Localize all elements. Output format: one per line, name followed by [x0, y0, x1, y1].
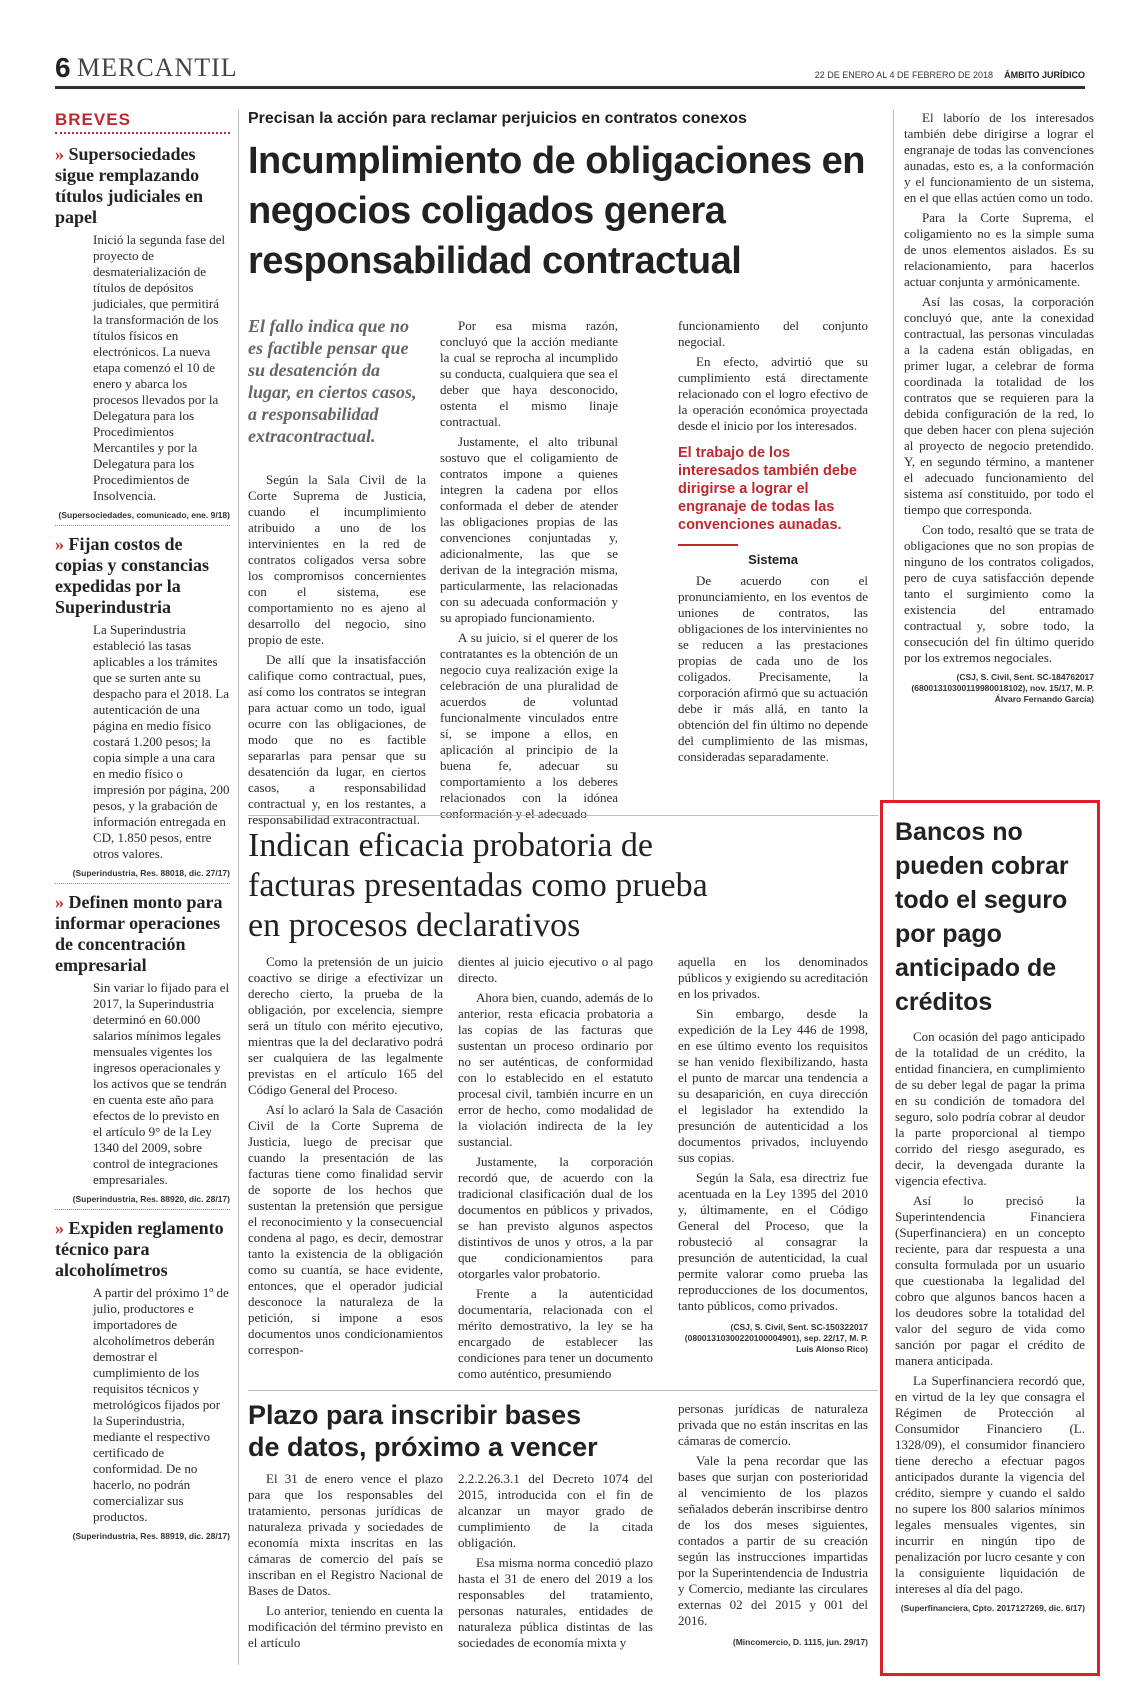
- double-chevron-icon: »: [55, 1218, 64, 1238]
- article-column: aquella en los denominados públicos y exigiendo su acreditación en los privados. Sin embargo, desde la expedición de la Ley 446 de 1998, en ese último evento los requisitos se han venido flexibilizando, hasta el punto de marcar una tendencia a su desaparición, en cuya dirección el legislador ha extendido la presunción de autenticidad a los documentos privados, incluyendo sus copias. Según la Sala, esa directriz fue acentuada en la Ley 1395 del 2010 y, últimamente, en el Código General del Proceso, que la robusteció al consagrar la presunción de autenticidad, la cual permite valorar como prueba las reproducciones de los documentos, tanto públicos, como privados. (CSJ, S. Civil, Sent. SC-150322017 (08001310300220100004901), sep. 22/17, M. P. Luis Alonso Rico): [678, 954, 868, 1354]
- article-main: [248, 110, 878, 827]
- article-column: 2.2.2.26.3.1 del Decreto 1074 del 2015, introducida con el fin de alcanzar un mayor grado de cumplimiento de la citada obligación. Esa misma norma concedió plazo hasta el 31 de enero del 2019 a los responsables del tratamiento, personas naturales, entidades de naturaleza pública distintas de las sociedades de economía mixta y: [458, 1471, 653, 1650]
- article-source: (CSJ, S. Civil, Sent. SC-150322017 (08001310300220100004901), sep. 22/17, M. P. Luis Alonso Rico): [684, 1322, 868, 1354]
- breve-source: (Superindustria, Res. 88919, dic. 28/17): [72, 1531, 230, 1541]
- breve-source: (Superindustria, Res. 88920, dic. 28/17): [72, 1194, 230, 1204]
- double-chevron-icon: »: [55, 144, 64, 164]
- quote-divider: [678, 544, 738, 546]
- article-column: Por esa misma razón, concluyó que la acción mediante la cual se reprocha al incumplido su conducta, cualquiera que sea el deber que haya desconocido, ostenta el mismo linaje contractual. Justamente, el alto tribunal sostuvo que el coligamiento de contratos impone a quienes integren la cadena por ellos conformada el deber de atender las obligaciones propias de las convenciones conjuntadas y, adicionalmente, las que se derivan de la integración misma, particularmente, las relacionadas con su adecuada conformación y su apropiado funcionamiento. A su juicio, si el querer de los contratantes es la obtención de un negocio cuya realización exige la celebración de una pluralidad de acuerdos de voluntad funcionalmente vinculados entre sí, se impone a ellos, en aplicación al principio de la buena fe, adecuar su comportamiento a los deberes relacionados con la idónea conformación y el adecuado: [440, 318, 618, 821]
- breve-item: [55, 534, 230, 884]
- article-bases-datos: [248, 1390, 878, 1666]
- breve-item: [55, 892, 230, 1210]
- double-chevron-icon: »: [55, 892, 64, 912]
- article-source: (Superfinanciera, Cpto. 2017127269, dic. 6/17): [900, 1603, 1085, 1613]
- article-headline: Bancos no pueden cobrar todo el seguro por pago anticipado de créditos: [895, 818, 1069, 1016]
- divider: [55, 525, 230, 526]
- article-headline: Indican eficacia probatoria de facturas presentadas como prueba en procesos declarativos: [248, 827, 708, 944]
- page-header: [55, 52, 1085, 89]
- breve-item: [55, 144, 230, 526]
- pull-quote: El fallo indica que no es factible pensar que su desatención da lugar, en ciertos casos, a responsabilidad extracontractual.: [248, 316, 417, 446]
- article-headline: Incumplimiento de obligaciones en negocios coligados genera responsabilidad contractual: [248, 140, 865, 282]
- article-headline: Plazo para inscribir bases de datos, próximo a vencer: [248, 1400, 598, 1462]
- divider: [55, 883, 230, 884]
- breve-body: La Superindustria estableció las tasas aplicables a los trámites que se surten ante su despacho para el 2018. La autenticación de una página en medio físico costará 1.200 pesos; la copia simple a una cara en medio físico o impresión por página, 200 pesos, y la grabación de información entregada en CD, 1.850 pesos, entre otros valores.: [93, 622, 230, 861]
- article-kicker: Precisan la acción para reclamar perjuicios en contratos conexos: [248, 110, 747, 127]
- highlight-quote: El trabajo de los interesados también debe dirigirse a lograr el engranaje de todas las convenciones aunadas.: [678, 445, 857, 533]
- breve-body: Inició la segunda fase del proyecto de desmaterialización de títulos de depósitos judiciales, que permitirá la transformación de los títulos físicos en electrónicos. La nueva etapa comenzó el 10 de enero y abarca los procesos llevados por la Delegatura para los Procedimientos Mercantiles y por la Delegatura para los Procedimientos de Insolvencia.: [93, 232, 226, 503]
- breve-item: [55, 1218, 230, 1542]
- article-column: personas jurídicas de naturaleza privada que no están inscritas en las cámaras de comercio. Vale la pena recordar que las bases que surjan con posterioridad al vencimiento de los plazos señalados deberán inscribirse dentro de los dos meses siguientes, contados a partir de su creación según las instrucciones impartidas por la Superintendencia de Industria y Comercio, mediante las circulares externas 02 del 2015 y 001 del 2016. (Mincomercio, D. 1115, jun. 29/17): [678, 1401, 868, 1647]
- breves-label: BREVES: [55, 110, 230, 134]
- article-column: Según la Sala Civil de la Corte Suprema de Justicia, cuando el incumplimiento atribuido a uno de los intervinientes en la red de contratos coligados versa sobre los compromisos concernientes con el sistema, ese comportamiento no es ajeno al desarrollo del negocio, sino propio de este. De allí que la insatisfacción califique como contractual, pues, así como los contratos se integran para actuar como un todo, igual ocurre con las obligaciones, de modo que no es factible separarlas para pensar que su desatención da lugar, en ciertos casos, a responsabilidad contractual y, en los restantes, a responsabilidad extracontractual.: [248, 472, 426, 827]
- publication-name: ÁMBITO JURÍDICO: [1004, 70, 1085, 80]
- article-column: funcionamiento del conjunto negocial. En efecto, advirtió que su cumplimiento está directamente relacionado con el logro efectivo de la operación económica proyectada desde el inicio por los interesados. El trabajo de los interesados también debe dirigirse a lograr el engranaje de todas las convenciones aunadas. Sistema De acuerdo con el pronunciamiento, en los eventos de uniones de contratos, las obligaciones de los intervinientes no se reducen a las prestaciones propias de cada uno de los coligados. Precisamente, la corporación afirmó que su actuación debe ir más allá, en tanto la obtención del fin último no depende del cumplimiento de las mismas, consideradas separadamente.: [678, 318, 868, 764]
- issue-date: 22 DE ENERO AL 4 DE FEBRERO DE 2018: [814, 70, 993, 80]
- page-number: 6: [55, 52, 71, 83]
- divider: [55, 1209, 230, 1210]
- double-chevron-icon: »: [55, 534, 64, 554]
- article-column: El laborío de los interesados también debe dirigirse a lograr el engranaje de todas las convenciones aunadas, esto es, a la conformación y el funcionamiento de un sistema, en el que ellas actúen como un todo. Para la Corte Suprema, el coligamiento no es la simple suma de unos elementos aislados. Es su relacionamiento, para hacerlos actuar conjunta y armónicamente. Así las cosas, la corporación concluyó que, ante la conexidad contractual, las personas vinculadas a la cadena están obligadas, en primer lugar, a celebrar de forma coordinada la totalidad de los contratos que se requieren para la debida configuración de la red, lo que deben hacer con plena sujeción al proyecto de negocio pretendido. Y, en segundo término, a mantener el adecuado funcionamiento del sistema así constituido, por todo el tiempo que corresponda. Con todo, resaltó que se trata de obligaciones que no son propias de ninguno de los contratos coligados, pero de cuya satisfacción depende tanto el surgimiento como la existencia del entramado contractual y, sobre todo, la consecución del fin último querido por los extremos negociales. (CSJ, S. Civil, Sent. SC-184762017 (68001310300119980018102), nov. 15/17, M. P. Álvaro Fernando García): [893, 110, 1094, 800]
- breve-source: (Superindustria, Res. 88018, dic. 27/17): [72, 868, 230, 878]
- article-column: El 31 de enero vence el plazo para que los responsables del tratamiento, personas jurídicas de naturaleza privada y sociedades de economía mixta inscritas en las cámaras de comercio del país se inscriban en el Registro Nacional de Bases de Datos. Lo anterior, teniendo en cuenta la modificación del término previsto en el artículo: [248, 1471, 443, 1650]
- breve-title: » Supersociedades sigue remplazando títulos judiciales en papel: [55, 144, 204, 227]
- article-column: Como la pretensión de un juicio coactivo se dirige a efectivizar un derecho cierto, la prueba de la obligación, por excelencia, siempre será un título con mérito ejecutivo, mientras que la del declarativo podrá ser cualquiera de las legalmente previstas en el artículo 165 del Código General del Proceso. Así lo aclaró la Sala de Casación Civil de la Corte Suprema de Justicia, luego de precisar que cuando la presentación de las facturas tiene como finalidad servir de soporte de los hechos que sustentan la pretensión que persigue el reconocimiento y la consecuencial condena al pago, es decir, demostrar tanto la existencia de la obligación como su cuantía, se hace evidente, entonces, que el operador judicial desconoce la naturaleza de la petición, si impone a esos documentos unos condicionamientos correspon-: [248, 954, 443, 1357]
- breves-column: [55, 110, 239, 1665]
- subhead: Sistema: [748, 552, 798, 567]
- breve-title: » Fijan costos de copias y constancias expedidas por la Superindustria: [55, 534, 210, 617]
- section-name: MERCANTIL: [77, 53, 238, 82]
- breve-source: (Supersociedades, comunicado, ene. 9/18): [58, 510, 230, 520]
- article-bancos-box: Bancos no pueden cobrar todo el seguro por pago anticipado de créditos Con ocasión del pago anticipado de la totalidad de un crédito, la entidad financiera, en cumplimiento de su deber legal de pagar la prima en su condición de tomadora del seguro, solo podría cobrar al deudor la parte proporcional al tiempo corrido del riesgo asegurado, es decir, la devengada durante la vigencia efectiva. Así lo precisó la Superintendencia Financiera (Superfinanciera) en un concepto reciente, para dar respuesta a una consulta formulada por un usuario que cuestionaba la legalidad del cobro que algunos bancos hacen a los deudores sobre la totalidad del valor del seguro de vida como sanción por pagar el crédito de manera anticipada. La Superfinanciera recordó que, en virtud de la ley que consagra el Régimen de Protección al Consumidor Financiero (L. 1328/09), el consumidor financiero tiene derecho a efectuar pagos anticipados durante la vigencia del crédito, siempre y cuando el saldo no supere los 800 salarios mínimos legales mensuales vigentes, sin incurrir en ningún tipo de penalización por lucro cesante y con la consiguiente liquidación de intereses al día del pago. (Superfinanciera, Cpto. 2017127269, dic. 6/17): [880, 800, 1100, 1676]
- breve-title: » Expiden reglamento técnico para alcoholímetros: [55, 1218, 224, 1280]
- breve-body: A partir del próximo 1º de julio, productores e importadores de alcoholímetros deberán demostrar el cumplimiento de los requisitos técnicos y metrológicos fijados por la Superindustria, mediante el respectivo certificado de conformidad. De no hacerlo, no podrán comercializar sus productos.: [93, 1285, 229, 1524]
- breve-title: » Definen monto para informar operaciones de concentración empresarial: [55, 892, 223, 975]
- article-source: (Mincomercio, D. 1115, jun. 29/17): [732, 1637, 868, 1647]
- article-facturas: [248, 815, 878, 1381]
- article-source: (CSJ, S. Civil, Sent. SC-184762017 (68001310300119980018102), nov. 15/17, M. P. Álvaro Fernando García): [911, 672, 1094, 704]
- article-column: dientes al juicio ejecutivo o al pago directo. Ahora bien, cuando, además de lo anterior, resta eficacia probatoria a las copias de las facturas que sustentan un proceso ordinario por no ser auténticas, de conformidad con lo establecido en el estatuto procesal civil, también incurre en un error de hecho, como modalidad de la violación indirecta de la ley sustancial. Justamente, la corporación recordó que, de acuerdo con la tradicional clasificación dual de los documentos en públicos y privados, se han previsto algunos aspectos distintivos de unos y otros, a la par que condicionamientos para otorgarles valor probatorio. Frente a la autenticidad documentaria, relacionada con el mérito demostrativo, la ley se ha encargado de establecer las condiciones para tener un documento como auténtico, presumiendo: [458, 954, 653, 1381]
- breve-body: Sin variar lo fijado para el 2017, la Superindustria determinó en 60.000 salarios mínimos legales mensuales vigentes los ingresos operacionales y los activos que se tendrán en cuenta este año para efectos de lo previsto en el artículo 9° de la Ley 1340 del 2009, sobre control de integraciones empresariales.: [93, 980, 230, 1187]
